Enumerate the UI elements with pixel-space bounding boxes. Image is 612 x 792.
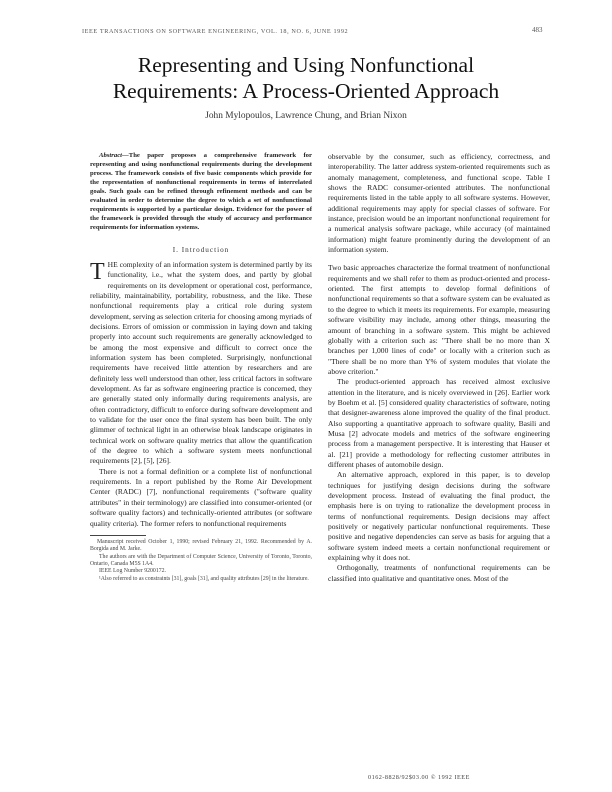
footnote-manuscript: Manuscript received October 1, 1990; revised February 21, 1992. Recommended by A. Borgida and M. Jarke. (90, 538, 312, 553)
introduction-body (90, 260, 312, 529)
abstract (90, 152, 312, 233)
footnote-divider (90, 535, 146, 536)
page-number: 483 (532, 26, 543, 34)
right-paragraph-4: An alternative approach, explored in this paper, is to develop techniques for justifying design decisions during the software development process. Instead of evaluating the final product, the emphasis here is on trying to rationalize the development process in terms of nonfunctional requirements. Design decisions may affect positively or negatively particular nonfunctional requirements. These positive and negative dependencies can serve as basis for arguing that a software system indeed meets a certain nonfunctional requirement or explaining why it does not. (328, 470, 550, 563)
title-line-1: Representing and Using Nonfunctional (137, 53, 475, 77)
right-paragraph-1: observable by the consumer, such as efficiency, correctness, and interoperability. The latter address system-oriented requirements such as anomaly management, completeness, and functional scope. Table I shows the RADC consumer-oriented attributes. The nonfunctional requirements listed in the table apply to all software systems. However, additional requirements may apply for special classes of software. For instance, precision would be an important nonfunctional requirement for a numerical analysis software package, while accuracy (of maintained information) might feature prominently during the development of an information system. (328, 152, 550, 255)
right-paragraph-3: The product-oriented approach has received almost exclusive attention in the literature, and is nicely overviewed in [26]. Earlier work by Boehm et al. [5] considered quality characteristics of software, noting that designer-awareness alone improved the quality of the final product. Also supporting a quantitative approach to software quality, Basili and Musa [2] advocate models and metrics of the software engineering process from a management perspective. It is interesting that Hauser et al. [21] provide a methodology for reflecting customer attributes in different phases of automobile design. (328, 377, 550, 469)
title-line-2: Requirements: A Process-Oriented Approach (112, 79, 500, 103)
copyright-code: 0162-8828/92$03.00 © 1992 IEEE (368, 774, 470, 781)
abstract-text: The paper proposes a comprehensive framework for representing and using nonfunctional requirements during the development process. The framework consists of five basic components which provide for the representation of nonfunctional requirements in terms of interrelated goals. Such goals can be refined through refinement methods and can be evaluated in order to determine the degree to which a set of nonfunctional requirements is supported by a particular design. Evidence for the power of the framework is provided through the study of accuracy and performance requirements for information systems. (90, 152, 312, 231)
footnotes (90, 539, 312, 583)
right-paragraph-2: Two basic approaches characterize the formal treatment of nonfunctional requirements and we shall refer to them as product-oriented and process-oriented. The first attempts to develop formal definitions of nonfunctional requirements so that a software system can be evaluated as to the degree to which it meets its requirements. For example, measuring software visibility may include, among other things, measuring the amount of branching in a software system. This might be achieved globally with a criterion such as: "There shall be no more than X branches per 1,000 lines of code" or locally with a criterion such as "There shall be no more than Y% of system modules that violate the above criterion." (328, 263, 550, 376)
footnote-affiliation: The authors are with the Department of Computer Science, University of Toronto, Toronto, Ontario, Canada M5S 1A4. (90, 553, 312, 568)
abstract-label: Abstract— (99, 152, 129, 159)
intro-paragraph-2: There is not a formal definition or a complete list of nonfunctional requirements. In a report published by the Rome Air Development Center (RADC) [7], nonfunctional requirements ("software quality attributes" in their terminology) are classified into consumer-oriented (or software quality factors) and technically-oriented attributes (or software quality criteria). The former refers to nonfunctional requirements (90, 466, 312, 528)
footnote-terminology: ¹Also referred to as constraints [31], goals [31], and quality attributes [29] in the literature. (99, 575, 309, 582)
drop-cap: T (90, 258, 105, 285)
right-paragraph-5: Orthogonally, treatments of nonfunctional requirements can be classified into qualitative and quantitative ones. Most of the (328, 563, 550, 583)
right-column (328, 152, 550, 584)
section-heading-introduction: I. Introduction (172, 245, 230, 254)
footnote-log-number: IEEE Log Number 9200172. (99, 568, 166, 575)
running-head: IEEE TRANSACTIONS ON SOFTWARE ENGINEERING, VOL. 18, NO. 6, JUNE 1992 (82, 28, 349, 35)
left-column (90, 152, 312, 583)
paper-title (0, 52, 612, 104)
intro-paragraph-1-text: HE complexity of an information system is determined partly by its functionality, i.e., what the system does, and partly by global requirements on its development or operational cost, performance, reliability, maintainability, portability, robustness, and the like. These nonfunctional requirements play a critical role during system development, serving as selection criteria for choosing among myriads of decisions. Errors of omission or commission in laying down and taking properly into account such requirements are generally acknowledged to be among the most expensive and difficult to correct once the information system has been completed. Surprisingly, nonfunctional requirements have received little attention by researchers and are definitely less well understood than other, less critical factors in software development. As far as software engineering practice is concerned, they are generally stated only informally during requirements analysis, are often contradictory, difficult to enforce during software development and to validate for the user once the final system has been built. The only glimmer of technical light in an otherwise bleak landscape originates in technical work on software quality metrics that allow the quantification of the degree to which a software system meets nonfunctional requirements [2], [5], [26]. (90, 259, 312, 466)
author-list: John Mylopoulos, Lawrence Chung, and Brian Nixon (205, 111, 407, 121)
intro-paragraph-1 (90, 260, 312, 467)
